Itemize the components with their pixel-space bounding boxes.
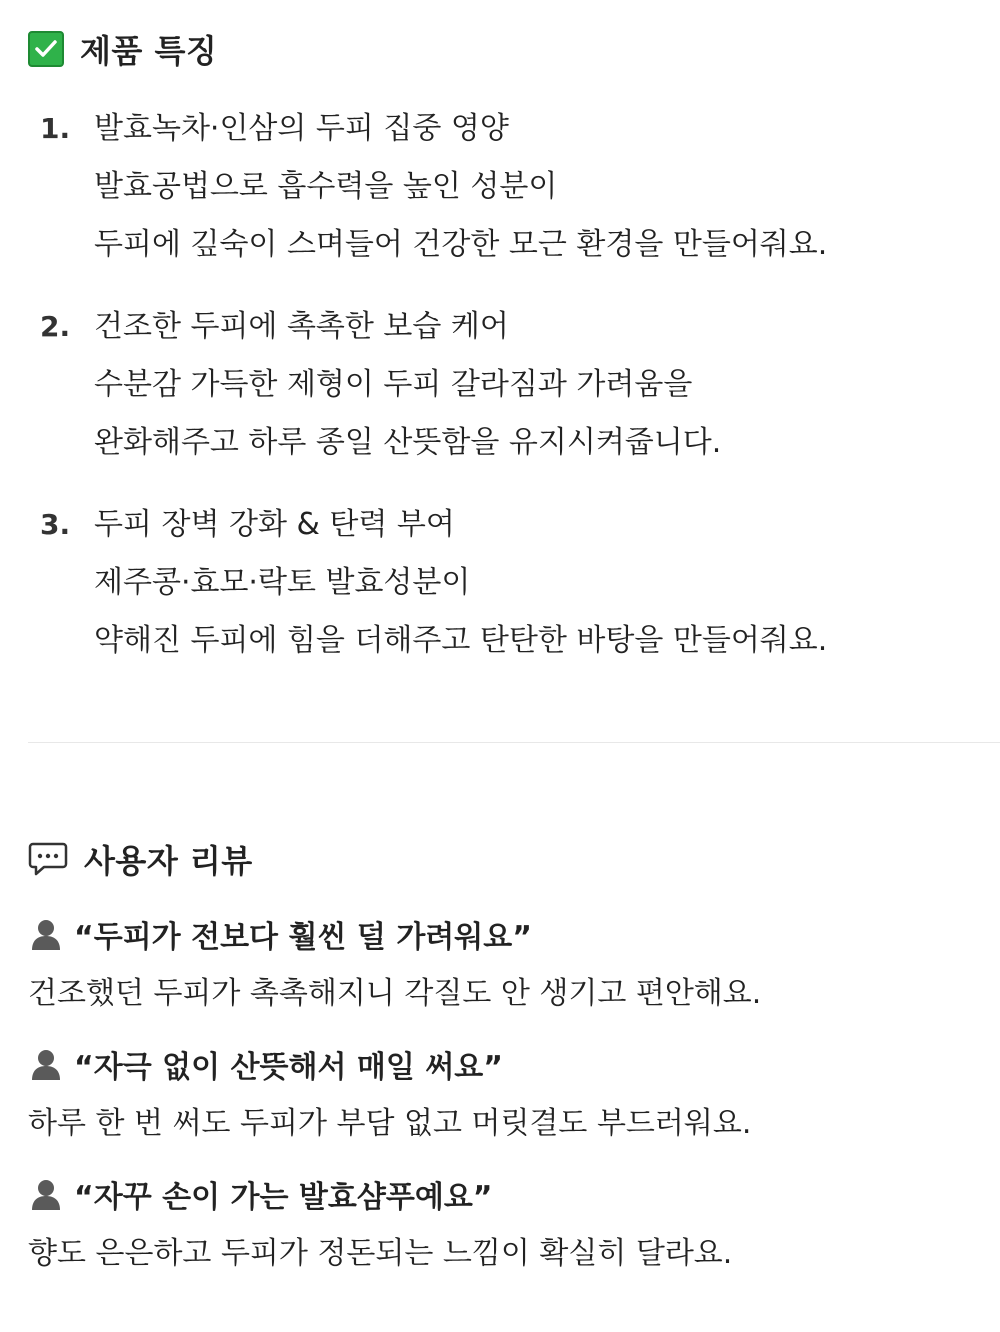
person-icon	[28, 1046, 64, 1082]
check-mark-button-icon	[28, 31, 64, 67]
review-item	[28, 904, 988, 1024]
feature-heading: 두피 장벽 강화 & 탄력 부여	[94, 507, 455, 542]
review-item	[28, 1034, 988, 1154]
review-text: 건조했던 두피가 촉촉해지니 각질도 안 생기고 편안해요.	[28, 976, 762, 1011]
features-title: 제품 특징	[80, 32, 218, 70]
review-quote: “자꾸 손이 가는 발효샴푸예요”	[74, 1180, 493, 1215]
feature-description-line: 수분감 가득한 제형이 두피 갈라짐과 가려움을	[94, 367, 693, 402]
feature-description-line: 발효공법으로 흡수력을 높인 성분이	[94, 169, 558, 204]
feature-heading: 발효녹차·인삼의 두피 집중 영양	[94, 111, 509, 146]
person-icon	[28, 1176, 64, 1212]
feature-item-3	[40, 496, 990, 670]
review-quote: “두피가 전보다 훨씬 덜 가려워요”	[74, 920, 532, 955]
section-divider	[28, 742, 1000, 743]
features-header	[28, 26, 217, 72]
review-item	[28, 1164, 988, 1284]
feature-item-1	[40, 100, 990, 274]
review-text: 향도 은은하고 두피가 정돈되는 느낌이 확실히 달라요.	[28, 1236, 733, 1271]
review-text: 하루 한 번 써도 두피가 부담 없고 머릿결도 부드러워요.	[28, 1106, 752, 1141]
person-icon	[28, 916, 64, 952]
feature-number: 2.	[40, 310, 71, 343]
feature-item-2	[40, 298, 990, 472]
feature-description-line: 제주콩·효모·락토 발효성분이	[94, 565, 471, 600]
feature-number: 1.	[40, 112, 71, 145]
review-quote: “자극 없이 산뜻해서 매일 써요”	[74, 1050, 503, 1085]
feature-description-line: 두피에 깊숙이 스며들어 건강한 모근 환경을 만들어줘요.	[94, 227, 828, 262]
reviews-header	[28, 836, 253, 882]
feature-description-line: 완화해주고 하루 종일 산뜻함을 유지시켜줍니다.	[94, 425, 722, 460]
reviews-title: 사용자 리뷰	[84, 842, 253, 880]
feature-heading: 건조한 두피에 촉촉한 보습 케어	[94, 309, 509, 344]
review-list	[28, 904, 988, 1294]
feature-number: 3.	[40, 508, 71, 541]
feature-list	[40, 100, 990, 694]
speech-balloon-icon	[28, 841, 68, 877]
feature-description-line: 약해진 두피에 힘을 더해주고 탄탄한 바탕을 만들어줘요.	[94, 623, 828, 658]
